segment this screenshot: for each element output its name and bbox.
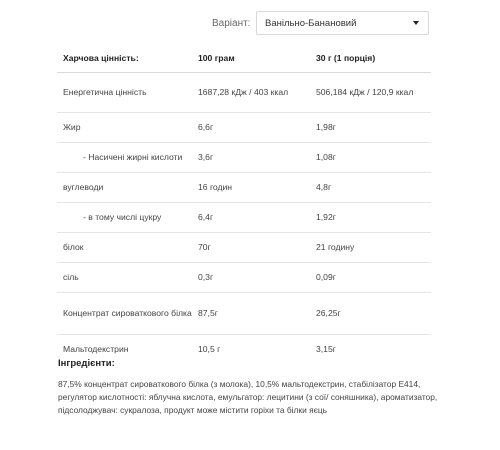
nutrient-name: Енергетична цінність xyxy=(57,72,196,112)
table-row xyxy=(57,262,431,292)
nutrient-name: білок xyxy=(57,232,196,262)
table-row xyxy=(57,172,431,202)
table-row xyxy=(57,292,431,334)
ingredients-title: Інгредієнти: xyxy=(58,358,115,369)
nutrient-name: сіль xyxy=(57,262,196,292)
variant-dropdown[interactable] xyxy=(256,11,429,35)
header-nutritional-value: Харчова цінність: xyxy=(57,44,196,72)
value-per-100g: 16 годин xyxy=(196,172,314,202)
value-per-100g: 70г xyxy=(196,232,314,262)
value-per-serving: 1,92г xyxy=(314,202,431,232)
value-per-100g: 0,3г xyxy=(196,262,314,292)
value-per-serving: 1,98г xyxy=(314,112,431,142)
nutrient-name: Жир xyxy=(57,112,196,142)
header-per-100g: 100 грам xyxy=(196,44,314,72)
value-per-serving: 3,15г xyxy=(314,334,431,364)
table-row xyxy=(57,232,431,262)
value-per-100g: 87,5г xyxy=(196,292,314,334)
value-per-serving: 4,8г xyxy=(314,172,431,202)
header-per-serving: 30 г (1 порція) xyxy=(314,44,431,72)
nutrient-name: - Насичені жирні кислоти xyxy=(57,142,196,172)
table-row xyxy=(57,142,431,172)
table-row xyxy=(57,72,431,112)
value-per-100g: 6,6г xyxy=(196,112,314,142)
value-per-serving: 21 годину xyxy=(314,232,431,262)
ingredients-text: 87,5% концентрат сироваткового білка (з молока), 10,5% мальтодекстрин, стабілізатор E414, регулятор кислотності: яблучна кислота, емульгатор: лецитини (з сої/ соняшника), ароматизатор, підсолоджувач: сукралоза, продукт може містити горіхи та білки яєць xyxy=(58,379,438,415)
table-row xyxy=(57,112,431,142)
value-per-100g: 3,6г xyxy=(196,142,314,172)
table-row xyxy=(57,202,431,232)
variant-selected-value: Ванільно-Банановий xyxy=(265,17,357,29)
variant-label: Варіант: xyxy=(212,17,251,29)
variant-selector-row xyxy=(212,11,429,35)
value-per-serving: 506,184 кДж / 120,9 ккал xyxy=(314,72,431,112)
nutrient-name: вуглеводи xyxy=(57,172,196,202)
value-per-serving: 0,09г xyxy=(314,262,431,292)
nutrition-header-row xyxy=(57,44,431,72)
value-per-serving: 26,25г xyxy=(314,292,431,334)
value-per-100g: 6,4г xyxy=(196,202,314,232)
nutrient-name: Мальтодекстрин xyxy=(57,334,196,364)
nutrient-name: - в тому числі цукру xyxy=(57,202,196,232)
nutrient-name: Концентрат сироваткового білка xyxy=(57,292,196,334)
nutrition-table xyxy=(57,44,431,364)
value-per-100g: 1687,28 кДж / 403 ккал xyxy=(196,72,314,112)
value-per-serving: 1,08г xyxy=(314,142,431,172)
chevron-down-icon xyxy=(413,21,419,25)
value-per-100g: 10,5 г xyxy=(196,334,314,364)
